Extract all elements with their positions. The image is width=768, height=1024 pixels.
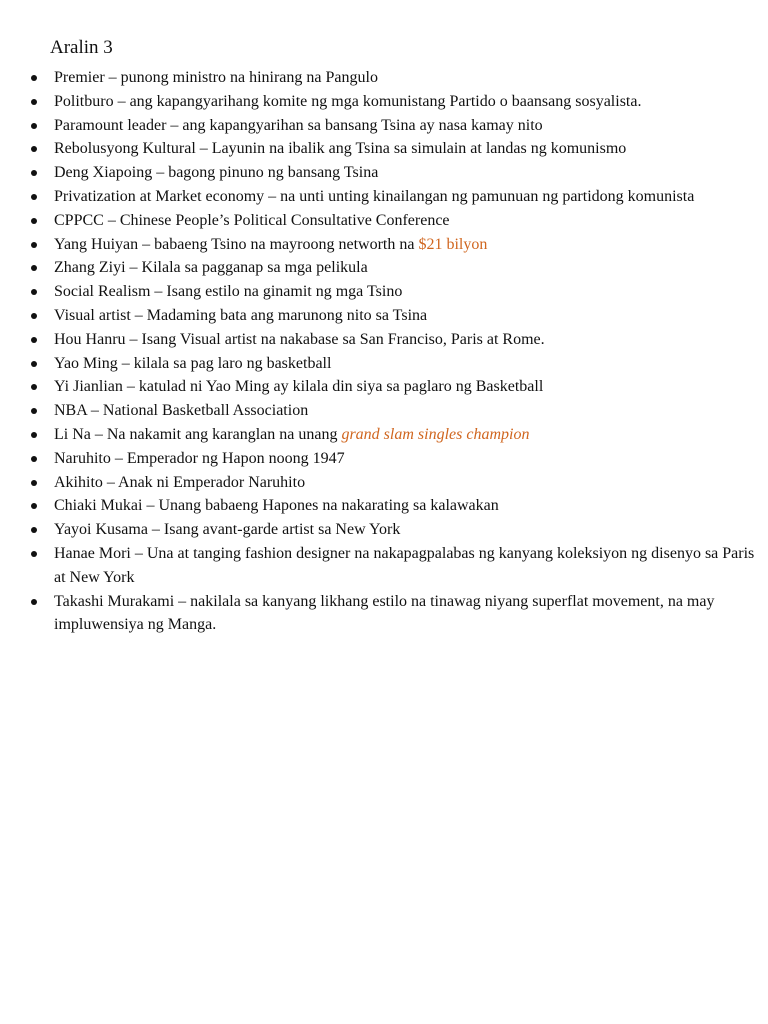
bullet-icon xyxy=(31,551,37,557)
list-item-text: Yang Huiyan – babaeng Tsino na mayroong networth na xyxy=(54,235,419,253)
list-item-text: Takashi Murakami – nakilala sa kanyang likhang estilo na tinawag niyang superflat movement, na may impluwensiya ng Manga. xyxy=(54,592,715,634)
bullet-icon xyxy=(31,503,37,509)
bullet-icon xyxy=(31,194,37,200)
bullet-icon xyxy=(31,361,37,367)
list-item-text: NBA – National Basketball Association xyxy=(54,402,309,420)
list-item-text: Zhang Ziyi – Kilala sa pagganap sa mga pelikula xyxy=(54,259,368,277)
bullet-icon xyxy=(31,218,37,224)
highlight-italic-text: grand slam singles champion xyxy=(341,425,530,443)
list-item-text: Politburo – ang kapangyarihang komite ng mga komunistang Partido o baansang sosyalista. xyxy=(54,92,642,110)
list-item xyxy=(0,590,768,638)
list-item-text: Li Na – Na nakamit ang karanglan na unang xyxy=(54,425,342,443)
bullet-icon xyxy=(31,242,37,248)
list-item-text: Deng Xiapoing – bagong pinuno ng bansang Tsina xyxy=(54,164,379,182)
list-item-text: Akihito – Anak ni Emperador Naruhito xyxy=(54,473,306,491)
term-list xyxy=(0,66,768,637)
list-item xyxy=(0,518,768,542)
list-item xyxy=(0,471,768,495)
list-item-text: Visual artist – Madaming bata ang marunong nito sa Tsina xyxy=(54,306,428,324)
list-item xyxy=(0,233,768,257)
list-item xyxy=(0,209,768,233)
bullet-icon xyxy=(31,123,37,129)
bullet-icon xyxy=(31,146,37,152)
list-item xyxy=(0,352,768,376)
list-item xyxy=(0,90,768,114)
list-item xyxy=(0,137,768,161)
page-title: Aralin 3 xyxy=(50,37,113,58)
bullet-icon xyxy=(31,313,37,319)
bullet-icon xyxy=(31,384,37,390)
list-item-text: Hou Hanru – Isang Visual artist na nakabase sa San Franciso, Paris at Rome. xyxy=(54,330,545,348)
list-item xyxy=(0,256,768,280)
list-item xyxy=(0,328,768,352)
bullet-icon xyxy=(31,480,37,486)
list-item xyxy=(0,399,768,423)
list-item-text: Naruhito – Emperador ng Hapon noong 1947 xyxy=(54,449,345,467)
bullet-icon xyxy=(31,99,37,105)
list-item xyxy=(0,375,768,399)
bullet-icon xyxy=(31,408,37,414)
bullet-icon xyxy=(31,265,37,271)
list-item-text: Premier – punong ministro na hinirang na Pangulo xyxy=(54,69,378,86)
list-item xyxy=(0,304,768,328)
bullet-icon xyxy=(31,527,37,533)
list-item xyxy=(0,447,768,471)
bullet-icon xyxy=(31,337,37,343)
list-item-text: Social Realism – Isang estilo na ginamit ng mga Tsino xyxy=(54,283,403,301)
bullet-icon xyxy=(31,170,37,176)
list-item xyxy=(0,161,768,185)
bullet-icon xyxy=(31,456,37,462)
list-item xyxy=(0,114,768,138)
bullet-icon xyxy=(31,432,37,438)
bullet-icon xyxy=(31,289,37,295)
list-item-text: CPPCC – Chinese People’s Political Consultative Conference xyxy=(54,211,450,229)
list-item xyxy=(0,542,768,590)
list-item-text: Privatization at Market economy – na unti unting kinailangan ng pamunuan ng partidong komunista xyxy=(54,187,695,205)
list-item-text: Yi Jianlian – katulad ni Yao Ming ay kilala din siya sa paglaro ng Basketball xyxy=(54,378,544,396)
list-item-text: Paramount leader – ang kapangyarihan sa bansang Tsina ay nasa kamay nito xyxy=(54,116,543,134)
list-item xyxy=(0,280,768,304)
list-item-text: Yao Ming – kilala sa pag laro ng basketball xyxy=(54,354,332,372)
list-item-text: Rebolusyong Kultural – Layunin na ibalik ang Tsina sa simulain at landas ng komunismo xyxy=(54,140,627,158)
list-item xyxy=(0,185,768,209)
list-item xyxy=(0,423,768,447)
list-item-text: Yayoi Kusama – Isang avant-garde artist sa New York xyxy=(54,521,401,539)
list-item-text: Hanae Mori – Una at tanging fashion designer na nakapagpalabas ng kanyang koleksiyon ng disenyo sa Paris at New York xyxy=(54,544,755,586)
list-item xyxy=(0,66,768,90)
bullet-icon xyxy=(31,599,37,605)
highlight-text: $21 bilyon xyxy=(418,235,488,253)
list-item-text: Chiaki Mukai – Unang babaeng Hapones na nakarating sa kalawakan xyxy=(54,497,499,515)
bullet-icon xyxy=(31,75,37,81)
list-item xyxy=(0,494,768,518)
